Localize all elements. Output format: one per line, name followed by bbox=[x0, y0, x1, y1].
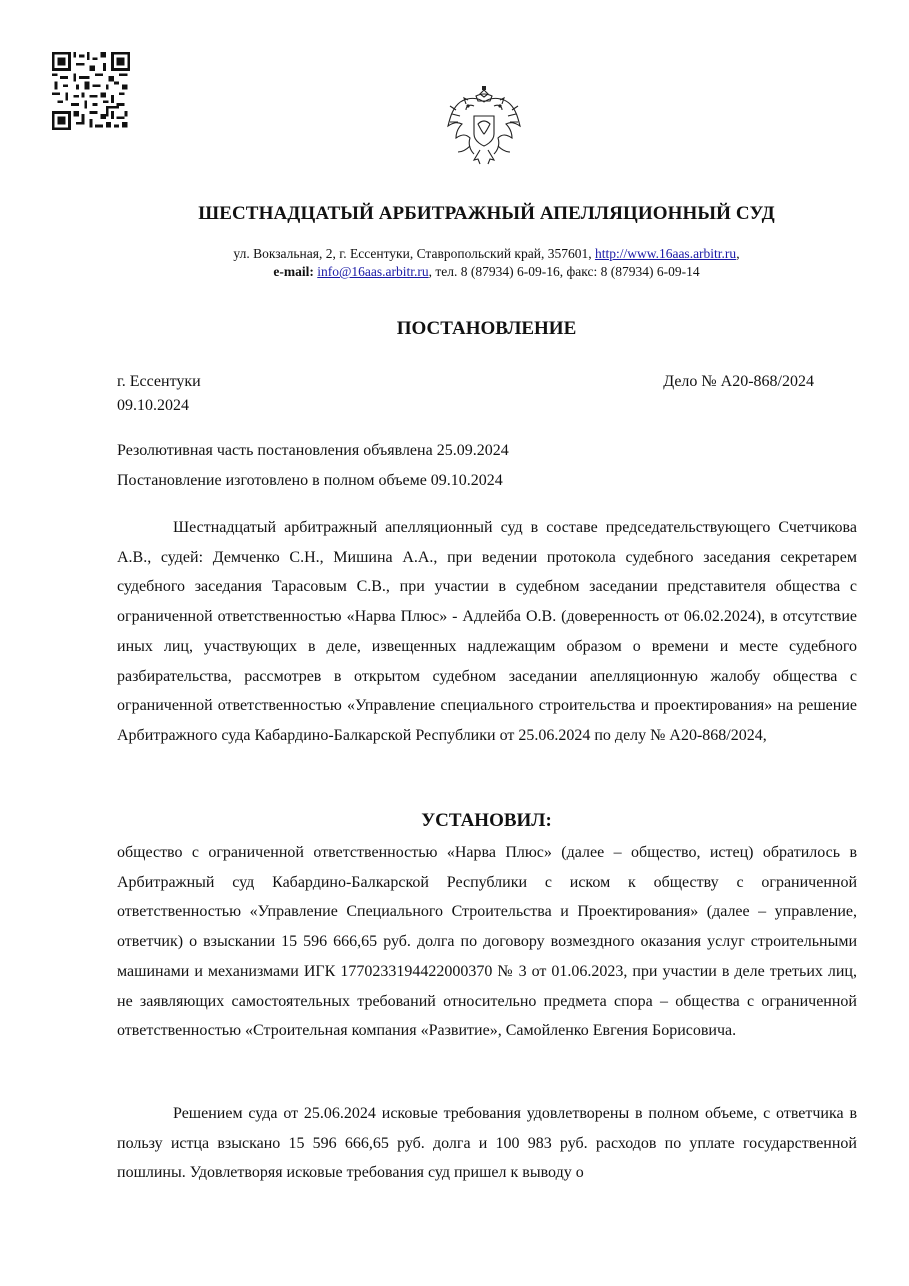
document-date: 09.10.2024 bbox=[117, 397, 189, 414]
coat-of-arms-icon bbox=[444, 86, 524, 170]
address-text: ул. Вокзальная, 2, г. Ессентуки, Ставропольский край, 357601, bbox=[233, 246, 595, 261]
paragraph-claim: общество с ограниченной ответственностью «Нарва Плюс» (далее – общество, истец) обратилось в Арбитражный суд Кабардино-Балкарской Республики с иском к обществу с ограниченной ответственностью «Управление Специального Строительства и Проектирования» (далее – управление, ответчик) о взыскании 15 596 666,65 руб. долга по договору возмездного оказания услуг строительными машинами и механизмами ИГК 1770233194422000370 № 3 от 01.06.2023, при участии в деле третьих лиц, не заявляющих самостоятельных требований относительно предмета спора – общества с ограниченной ответственностью «Строительная компания «Развитие», Самойленко Евгения Борисовича. bbox=[117, 844, 857, 1040]
court-contacts bbox=[0, 264, 909, 280]
established-heading: УСТАНОВИЛ: bbox=[421, 810, 552, 831]
resolution-announced: Резолютивная часть постановления объявлена 25.09.2024 bbox=[117, 442, 509, 459]
court-address bbox=[0, 246, 909, 262]
website-link[interactable]: http://www.16aas.arbitr.ru bbox=[594, 246, 737, 261]
court-name: ШЕСТНАДЦАТЫЙ АРБИТРАЖНЫЙ АПЕЛЛЯЦИОННЫЙ СУД bbox=[198, 203, 775, 224]
intro-paragraph: Шестнадцатый арбитражный апелляционный суд в составе председательствующего Счетчикова А.В., судей: Демченко С.Н., Мишина А.А., при ведении протокола судебного заседания секретарем судебного заседания Тарасовым С.В., при участии в судебном заседании представителя общества с ограниченной ответственностью «Нарва Плюс» - Адлейба О.В. (доверенность от 06.02.2024), в отсутствие иных лиц, участвующих в деле, извещенных надлежащим образом о времени и месте судебного разбирательства, рассмотрев в открытом судебном заседании апелляционную жалобу общества с ограниченной ответственностью «Управление специального строительства и проектирования» на решение Арбитражного суда Кабардино-Балкарской Республики от 25.06.2024 по делу № А20-868/2024, bbox=[117, 519, 857, 744]
city: г. Ессентуки bbox=[117, 373, 201, 390]
qr-code bbox=[52, 52, 130, 130]
address-end: , bbox=[736, 246, 740, 261]
case-number: Дело № А20-868/2024 bbox=[663, 373, 814, 390]
document-title: ПОСТАНОВЛЕНИЕ bbox=[396, 318, 577, 339]
full-text-made: Постановление изготовлено в полном объеме 09.10.2024 bbox=[117, 472, 503, 489]
email-label: e-mail: bbox=[273, 264, 318, 279]
email-link[interactable]: info@16aas.arbitr.ru bbox=[317, 264, 429, 279]
paragraph-decision: Решением суда от 25.06.2024 исковые требования удовлетворены в полном объеме, с ответчика в пользу истца взыскано 15 596 666,65 руб. долга и 100 983 руб. расходов по уплате государственной пошлины. Удовлетворяя исковые требования суд пришел к выводу о bbox=[117, 1105, 857, 1182]
phones-text: , тел. 8 (87934) 6-09-16, факс: 8 (87934) 6-09-14 bbox=[428, 264, 700, 279]
